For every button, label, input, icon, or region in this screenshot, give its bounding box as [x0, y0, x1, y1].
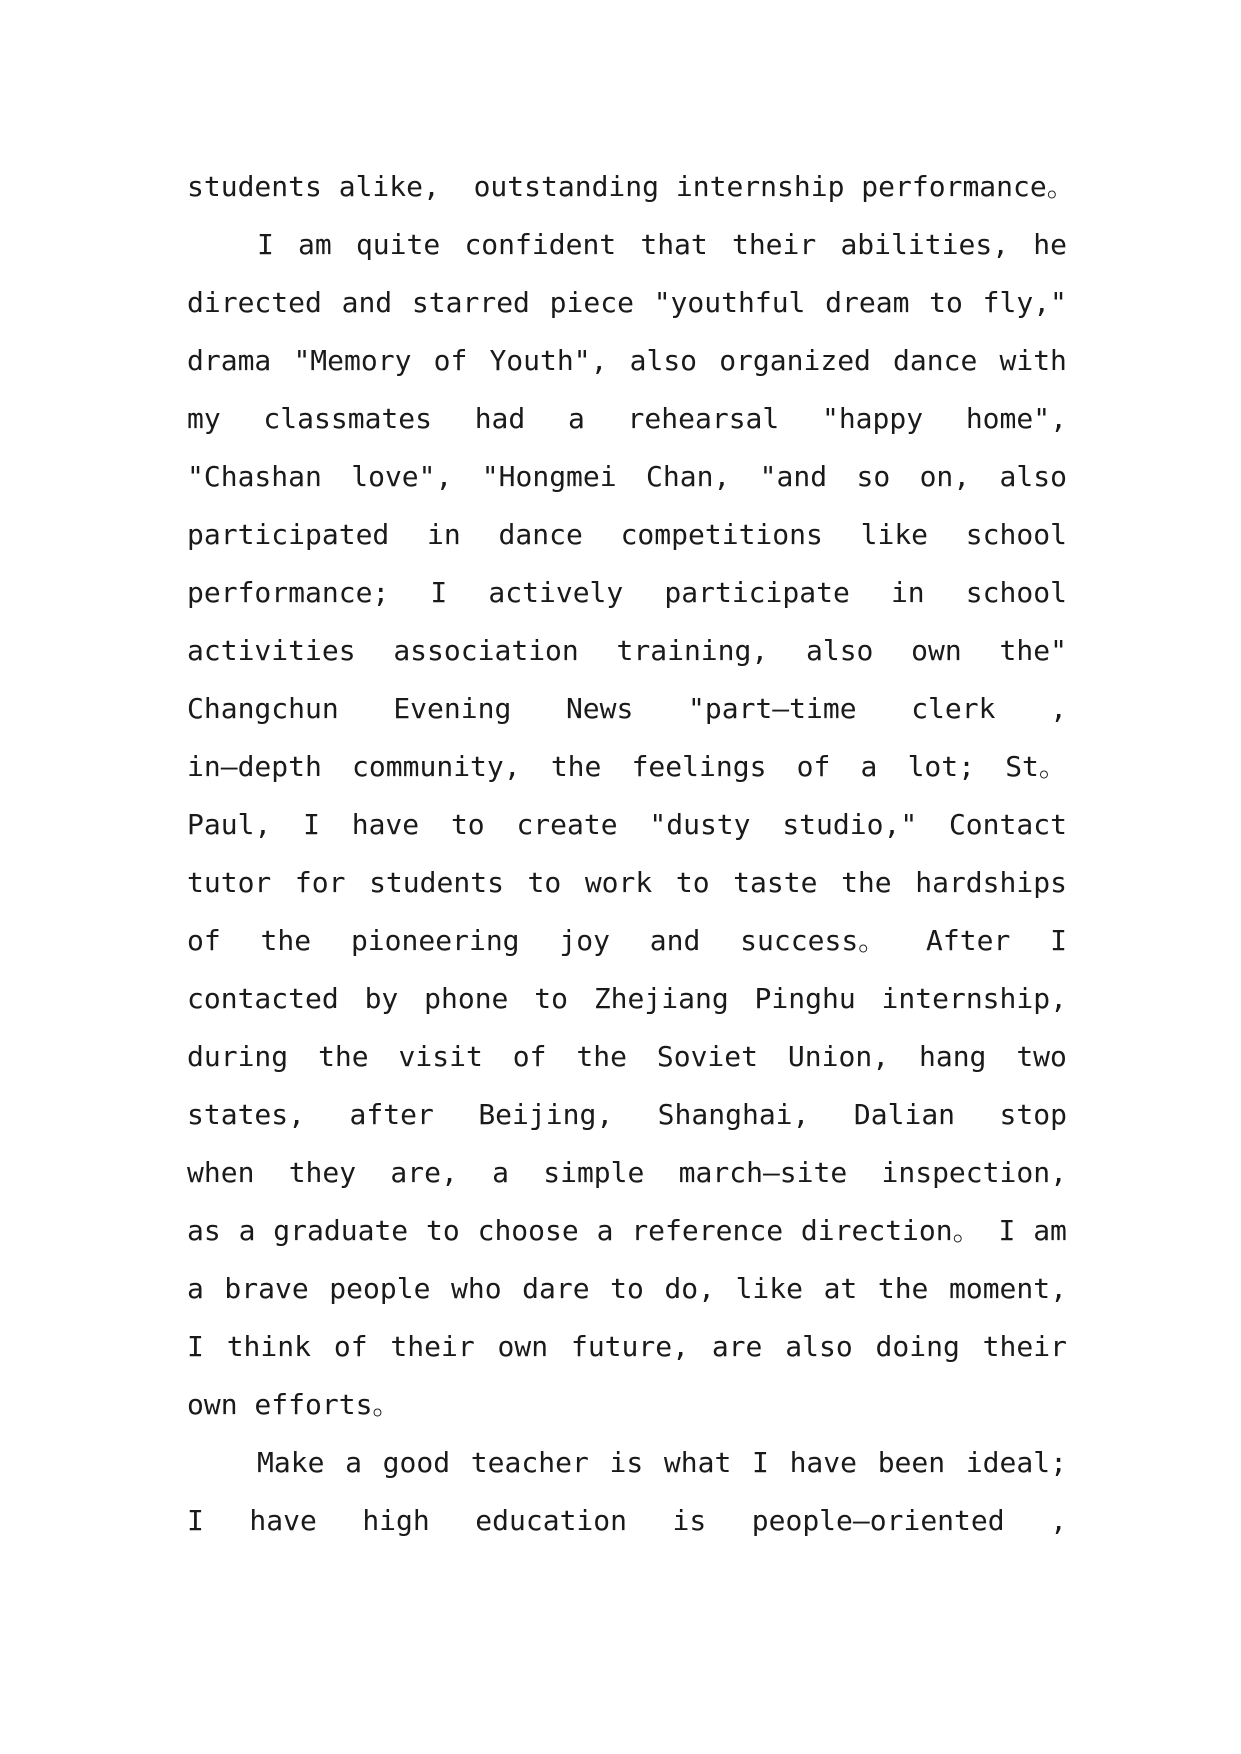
word: fly,"	[982, 286, 1067, 319]
word: teacher	[470, 1446, 589, 1479]
word: Zhejiang	[593, 982, 729, 1015]
word: Paul,	[187, 808, 272, 841]
word: "Hongmei	[481, 460, 617, 493]
word: in	[890, 576, 925, 609]
word: training,	[616, 634, 769, 667]
word: own	[911, 634, 962, 667]
text-line	[187, 1434, 1067, 1492]
word: states,	[187, 1098, 306, 1131]
word: I	[998, 1214, 1016, 1247]
text-line	[187, 854, 1067, 912]
word: simple	[543, 1156, 645, 1189]
word: association	[393, 634, 579, 667]
word: to	[450, 808, 485, 841]
text-line	[187, 1260, 1067, 1318]
text-line	[187, 1318, 1067, 1376]
word: "part—time	[688, 692, 857, 725]
text-line	[187, 738, 1067, 796]
text-line	[187, 1028, 1067, 1086]
word: like	[735, 1272, 803, 1305]
word: students	[369, 866, 504, 899]
word: and	[649, 924, 701, 957]
word: are	[711, 1330, 763, 1363]
word: clerk	[911, 692, 996, 725]
word: home",	[965, 402, 1067, 435]
word: Shanghai,	[657, 1098, 810, 1131]
word: classmates	[263, 402, 432, 435]
word: internship,	[881, 982, 1067, 1015]
word: tutor	[187, 866, 272, 899]
word: for	[294, 866, 346, 899]
word: I	[430, 576, 448, 609]
word: I	[187, 1504, 204, 1537]
word: "and	[759, 460, 828, 493]
word: create	[516, 808, 618, 841]
word: a	[567, 402, 585, 435]
word: organized	[719, 344, 871, 377]
word: confident	[464, 228, 617, 261]
word: to	[527, 866, 562, 899]
word: their	[731, 228, 817, 261]
word: with	[999, 344, 1067, 377]
text-line	[187, 1144, 1067, 1202]
word: ,	[1050, 1504, 1067, 1537]
word: competitions	[620, 518, 823, 551]
word: quite	[355, 228, 441, 261]
word: Dalian	[853, 1098, 956, 1131]
word: brave	[224, 1272, 309, 1305]
word: St。	[1005, 750, 1067, 783]
word: dance	[893, 344, 978, 377]
word: I	[257, 228, 274, 261]
word: also	[805, 634, 874, 667]
word: he	[1033, 228, 1067, 261]
word: Make	[257, 1446, 325, 1479]
word: "happy	[821, 402, 924, 435]
word: a	[238, 1214, 256, 1247]
word: love",	[351, 460, 453, 493]
word: own	[497, 1330, 549, 1363]
word: Pinghu	[754, 982, 856, 1015]
word: participate	[664, 576, 850, 609]
text-line	[187, 274, 1067, 332]
word: march—site	[678, 1156, 848, 1189]
word: Contact	[948, 808, 1067, 841]
text-line	[187, 390, 1067, 448]
word: studio,"	[782, 808, 918, 841]
word: their	[982, 1330, 1067, 1363]
word: future,	[570, 1330, 689, 1363]
word: of	[796, 750, 831, 783]
word: dare	[522, 1272, 590, 1305]
word: Soviet	[656, 1040, 759, 1073]
text-line	[187, 970, 1067, 1028]
word: school	[965, 518, 1067, 551]
word: is	[609, 1446, 644, 1479]
word: the	[841, 866, 892, 899]
word: graduate	[273, 1214, 409, 1247]
word: they	[288, 1156, 357, 1189]
word: been	[877, 1446, 946, 1479]
word: during	[187, 1040, 289, 1073]
word: activities	[187, 634, 356, 667]
text-line: own efforts。	[187, 1388, 401, 1421]
word: I	[752, 1446, 769, 1479]
word: Beijing,	[478, 1098, 614, 1131]
word: high	[362, 1504, 430, 1537]
word: what	[663, 1446, 732, 1479]
word: to	[610, 1272, 644, 1305]
word: performance;	[187, 576, 390, 609]
word: of	[187, 924, 221, 957]
text-line	[187, 796, 1067, 854]
word: think	[226, 1330, 311, 1363]
word: the	[260, 924, 312, 957]
word: Chan,	[646, 460, 731, 493]
word: school	[965, 576, 1067, 609]
word: a	[187, 1272, 204, 1305]
word: ,	[1050, 692, 1067, 725]
word: by	[364, 982, 399, 1015]
word: the	[576, 1040, 627, 1073]
word: a	[345, 1446, 362, 1479]
word: do,	[664, 1272, 715, 1305]
word: so	[856, 460, 891, 493]
word: when	[187, 1156, 255, 1189]
word: After	[926, 924, 1011, 957]
word: to	[929, 286, 963, 319]
word: had	[474, 402, 526, 435]
word: lot;	[907, 750, 976, 783]
word: drama	[187, 344, 272, 377]
word: of	[512, 1040, 547, 1073]
word: I	[1050, 924, 1067, 957]
word: that	[640, 228, 708, 261]
text-line	[187, 216, 1067, 274]
word: are,	[390, 1156, 458, 1189]
word: actively	[488, 576, 624, 609]
word: to	[534, 982, 568, 1015]
word: "Memory	[293, 344, 412, 377]
word: piece	[549, 286, 634, 319]
text-line	[187, 506, 1067, 564]
text-line	[187, 1202, 1067, 1260]
word: also	[999, 460, 1067, 493]
word: a	[596, 1214, 614, 1247]
text-line	[187, 1492, 1067, 1550]
text-line	[187, 564, 1067, 622]
word: direction。	[800, 1214, 981, 1247]
word: taste	[733, 866, 818, 899]
word: phone	[424, 982, 509, 1015]
word: as	[187, 1214, 221, 1247]
word: moment,	[948, 1272, 1067, 1305]
word: at	[823, 1272, 858, 1305]
word: have	[789, 1446, 858, 1479]
word: their	[390, 1330, 475, 1363]
text-line: students alike, outstanding internship performance。	[187, 170, 1075, 203]
word: abilities,	[840, 228, 1010, 261]
word: dream	[825, 286, 910, 319]
word: the	[877, 1272, 929, 1305]
word: Youth",	[489, 344, 608, 377]
word: in—depth	[187, 750, 322, 783]
word: of	[333, 1330, 368, 1363]
word: after	[349, 1098, 434, 1131]
word: I	[187, 1330, 204, 1363]
word: am	[298, 228, 332, 261]
word: "dusty	[649, 808, 751, 841]
word: the"	[999, 634, 1067, 667]
word: feelings	[631, 750, 767, 783]
word: people	[329, 1272, 431, 1305]
word: contacted	[187, 982, 339, 1015]
word: "youthful	[653, 286, 806, 319]
word: "Chashan	[187, 460, 322, 493]
word: pioneering	[350, 924, 520, 957]
word: rehearsal	[627, 402, 780, 435]
text-line	[187, 622, 1067, 680]
word: and	[341, 286, 393, 319]
word: stop	[999, 1098, 1067, 1131]
word: people—oriented	[751, 1504, 1005, 1537]
word: of	[433, 344, 468, 377]
word: a	[492, 1156, 509, 1189]
word: good	[382, 1446, 451, 1479]
text-line	[187, 912, 1067, 970]
word: the	[550, 750, 602, 783]
word: the	[318, 1040, 369, 1073]
word: am	[1033, 1214, 1067, 1247]
body-text	[187, 158, 1075, 1550]
word: dance	[498, 518, 583, 551]
word: doing	[875, 1330, 960, 1363]
text-line	[187, 448, 1067, 506]
word: ideal;	[965, 1446, 1067, 1479]
word: like	[860, 518, 929, 551]
word: also	[785, 1330, 853, 1363]
word: inspection,	[881, 1156, 1067, 1189]
word: in	[427, 518, 461, 551]
word: also	[629, 344, 698, 377]
word: joy	[559, 924, 610, 957]
word: have	[249, 1504, 317, 1537]
word: visit	[398, 1040, 483, 1073]
word: who	[451, 1272, 502, 1305]
word: hardships	[915, 866, 1067, 899]
word: on,	[919, 460, 971, 493]
text-line	[187, 1086, 1067, 1144]
word: Evening	[393, 692, 512, 725]
word: choose	[477, 1214, 579, 1247]
word: to	[675, 866, 710, 899]
word: starred	[411, 286, 530, 319]
word: Changchun	[187, 692, 339, 725]
word: two	[1016, 1040, 1067, 1073]
text-line	[187, 680, 1067, 738]
word: is	[672, 1504, 707, 1537]
word: my	[187, 402, 221, 435]
word: hang	[918, 1040, 987, 1073]
word: directed	[187, 286, 322, 319]
word: have	[351, 808, 420, 841]
word: reference	[631, 1214, 784, 1247]
word: success。	[740, 924, 887, 957]
word: participated	[187, 518, 390, 551]
word: to	[426, 1214, 460, 1247]
word: News	[565, 692, 634, 725]
word: community,	[352, 750, 521, 783]
word: education	[475, 1504, 627, 1537]
word: Union,	[787, 1040, 890, 1073]
text-line	[187, 332, 1067, 390]
word: work	[584, 866, 653, 899]
word: a	[860, 750, 878, 783]
word: I	[303, 808, 320, 841]
